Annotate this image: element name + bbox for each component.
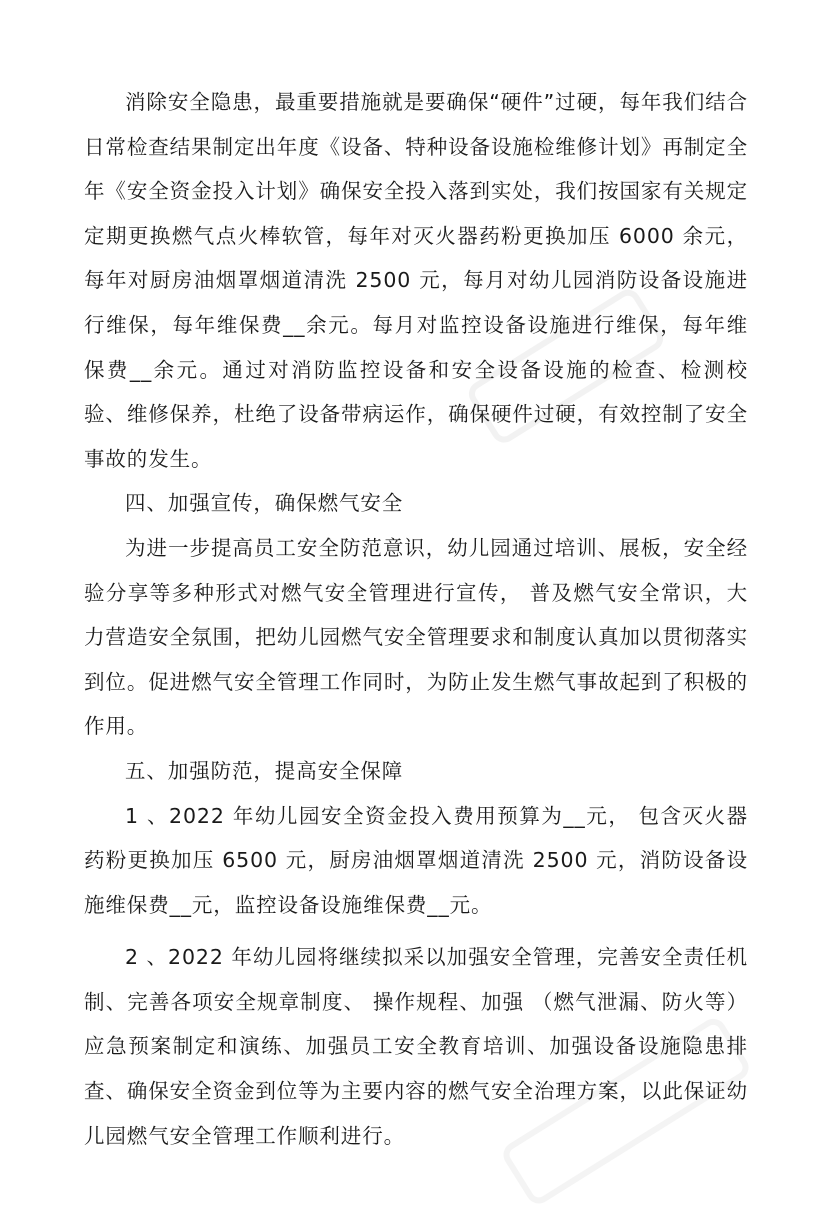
paragraph-plan-item-2: 2 、2022 年幼儿园将继续拟采以加强安全管理，完善安全责任机制、完善各项安全规章制度、 操作规程、加强 （燃气泄漏、防火等）应急预案制定和演练、加强员工安全教育培训、加强设备设施隐患排查、确保安全资金到位等为主要内容的燃气安全治理方案，以此保证幼儿园燃气安全管理工作顺利进行。 xyxy=(84,945,748,1148)
paragraph-hardware-safety: 消除安全隐患，最重要措施就是要确保“硬件”过硬，每年我们结合日常检查结果制定出年度《设备、特种设备设施检维修计划》再制定全年《安全资金投入计划》确保安全投入落到实处，我们按国家有关规定定期更换燃气点火棒软管，每年对灭火器药粉更换加压 6000 余元，每年对厨房油烟罩烟道清洗 2500 元，每月对幼儿园消防设备设施进行维保，每年维保费__余元。每月对监控设备设施进行维保，每年维保费__余元。通过对消防监控设备和安全设备设施的检查、检测校验、维修保养，杜绝了设备带病运作，确保硬件过硬，有效控制了安全事故的发生。 xyxy=(84,90,748,471)
section-heading-5: 五、加强防范，提高安全保障 xyxy=(125,758,404,783)
spacer xyxy=(84,927,748,935)
paragraph-publicity: 为进一步提高员工安全防范意识，幼儿园通过培训、展板，安全经验分享等多种形式对燃气安全管理进行宣传， 普及燃气安全常识，大力营造安全氛围，把幼儿园燃气安全管理要求和制度认真加以贯彻落实到位。促进燃气安全管理工作同时，为防止发生燃气事故起到了积极的作用。 xyxy=(84,535,748,739)
paragraph-budget-item-1: 1 、2022 年幼儿园安全资金投入费用预算为__元， 包含灭火器药粉更换加压 6500 元，厨房油烟罩烟道清洗 2500 元，消防设备设施维保费__元，监控设备设施维保费__元。 xyxy=(84,803,748,917)
document-body xyxy=(84,80,748,1158)
section-heading-4: 四、加强宣传，确保燃气安全 xyxy=(125,491,404,516)
